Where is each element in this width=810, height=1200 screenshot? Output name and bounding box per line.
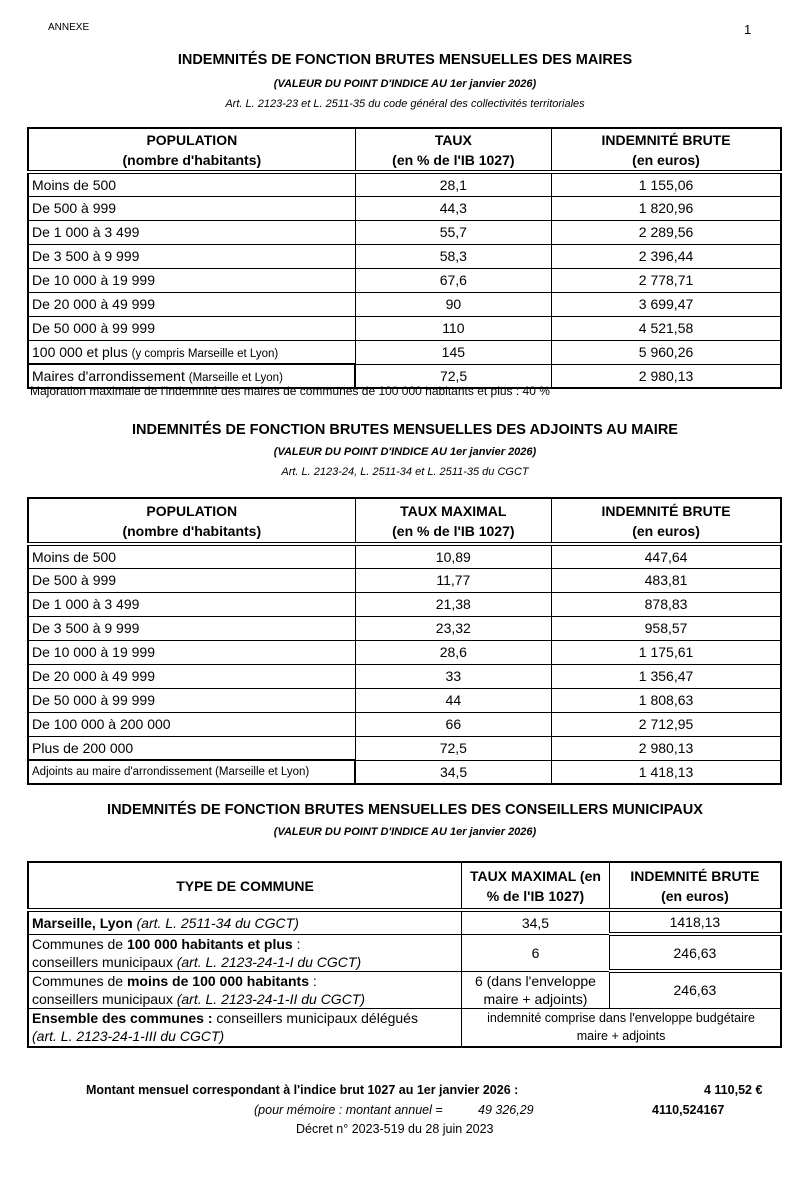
conseillers-title: INDEMNITÉS DE FONCTION BRUTES MENSUELLES DES CONSEILLERS MUNICIPAUX [107,802,703,818]
cell-indemnite: 878,83 [552,592,781,616]
cell-population: De 500 à 999 [28,196,355,220]
col-type-commune: TYPE DE COMMUNE [28,862,462,910]
cell-taux: 23,32 [355,616,552,640]
cell-population: De 50 000 à 99 999 [28,688,355,712]
montant-value: 4 110,52 € [704,1083,763,1097]
table-row [28,244,781,268]
table-row [28,544,781,568]
table-row [28,220,781,244]
cell-population: De 10 000 à 19 999 [28,640,355,664]
cell-population: De 3 500 à 9 999 [28,244,355,268]
table-row [28,664,781,688]
exact-value: 4110,524167 [652,1103,725,1117]
adjoints-table [27,497,782,785]
cell-taux: 28,6 [355,640,552,664]
table-row [28,172,781,196]
cell-indemnite: 1 820,96 [552,196,781,220]
cell-indemnite: 958,57 [552,616,781,640]
cell-taux: 55,7 [355,220,551,244]
maires-title: INDEMNITÉS DE FONCTION BRUTES MENSUELLES DES MAIRES [177,52,633,68]
col-indemnite: INDEMNITÉ BRUTE (en euros) [609,862,781,910]
cell-indemnite: 1 356,47 [552,664,781,688]
col-indemnite: INDEMNITÉ BRUTE (en euros) [552,128,781,172]
table-row [28,268,781,292]
cell-taux: 90 [355,292,551,316]
col-indemnite: INDEMNITÉ BRUTE (en euros) [552,498,781,544]
table-row [28,568,781,592]
cell-population: De 1 000 à 3 499 [28,220,355,244]
cell-indemnite: 1 175,61 [552,640,781,664]
table-row: Ensemble des communes : conseillers municipaux délégués (art. L. 2123-24-1-III du CGCT) indemnité comprise dans l'enveloppe budgétaire maire + adjoints [28,1008,781,1047]
cell-population: Moins de 500 [28,172,355,196]
cell-taux: 58,3 [355,244,551,268]
cell-taux: 66 [355,712,552,736]
table-row: Maires d'arrondissement (Marseille et Lyon) 72,5 2 980,13 [28,364,781,388]
table-row [28,736,781,760]
cell-population: De 3 500 à 9 999 [28,616,355,640]
cell-indemnite: 2 778,71 [552,268,781,292]
col-taux: TAUX MAXIMAL (en % de l'IB 1027) [462,862,610,910]
cell-taux: 72,5 [355,736,552,760]
cell-indemnite: 447,64 [552,544,781,568]
cell-taux: 21,38 [355,592,552,616]
montant-label: Montant mensuel correspondant à l'indice brut 1027 au 1er janvier 2026 : [86,1083,519,1097]
cell-indemnite: 4 521,58 [552,316,781,340]
col-population: POPULATION (nombre d'habitants) [28,498,355,544]
cell-population: De 500 à 999 [28,568,355,592]
cell-indemnite: 483,81 [552,568,781,592]
table-row: 100 000 et plus (y compris Marseille et Lyon) 145 5 960,26 [28,340,781,364]
table-row [28,688,781,712]
cell-taux: 44 [355,688,552,712]
cell-taux: 28,1 [355,172,551,196]
col-taux: TAUX MAXIMAL (en % de l'IB 1027) [355,498,552,544]
cell-taux: 67,6 [355,268,551,292]
cell-taux: 44,3 [355,196,551,220]
memoire-label: (pour mémoire : montant annuel = [254,1103,443,1117]
adjoints-title: INDEMNITÉS DE FONCTION BRUTES MENSUELLES DES ADJOINTS AU MAIRE [132,422,678,438]
cell-population: De 20 000 à 49 999 [28,292,355,316]
cell-population: Plus de 200 000 [28,736,355,760]
conseillers-subtitle: (VALEUR DU POINT D'INDICE AU 1er janvier 2026) [273,826,537,838]
cell-indemnite: 1 155,06 [552,172,781,196]
page-number: 1 [744,22,752,37]
table-row: Communes de 100 000 habitants et plus : conseillers municipaux (art. L. 2123-24-1-I du CGCT) 6 246,63 [28,934,781,971]
maires-article: Art. L. 2123-23 et L. 2511-35 du code général des collectivités territoriales [225,98,585,110]
table-row [28,712,781,736]
cell-population: De 50 000 à 99 999 [28,316,355,340]
cell-population: De 100 000 à 200 000 [28,712,355,736]
cell-indemnite: 2 980,13 [552,736,781,760]
cell-indemnite: 3 699,47 [552,292,781,316]
cell-indemnite: 2 396,44 [552,244,781,268]
cell-taux: 10,89 [355,544,552,568]
cell-indemnite: 1 808,63 [552,688,781,712]
table-row [28,592,781,616]
cell-indemnite: 2 712,95 [552,712,781,736]
cell-taux: 33 [355,664,552,688]
cell-population: De 10 000 à 19 999 [28,268,355,292]
cell-indemnite: 2 289,56 [552,220,781,244]
maires-subtitle: (VALEUR DU POINT D'INDICE AU 1er janvier 2026) [273,78,537,90]
adjoints-article: Art. L. 2123-24, L. 2511-34 et L. 2511-35 du CGCT [281,466,529,478]
table-row [28,196,781,220]
col-population: POPULATION (nombre d'habitants) [28,128,355,172]
cell-taux: 110 [355,316,551,340]
conseillers-table [27,861,782,1048]
table-row: Adjoints au maire d'arrondissement (Marseille et Lyon) 34,5 1 418,13 [28,760,781,784]
decret: Décret n° 2023-519 du 28 juin 2023 [296,1122,494,1136]
maires-footnote: Majoration maximale de l'indemnité des maires de communes de 100 000 habitants et plus : 40 % [30,384,550,398]
cell-population: De 20 000 à 49 999 [28,664,355,688]
cell-taux: 11,77 [355,568,552,592]
cell-population: Moins de 500 [28,544,355,568]
adjoints-subtitle: (VALEUR DU POINT D'INDICE AU 1er janvier 2026) [273,446,537,458]
table-row [28,640,781,664]
table-row [28,616,781,640]
col-taux: TAUX (en % de l'IB 1027) [355,128,551,172]
table-row: Communes de moins de 100 000 habitants : conseillers municipaux (art. L. 2123-24-1-II du CGCT) 6 (dans l'enveloppe maire + adjoints) 246,63 [28,971,781,1008]
cell-population: De 1 000 à 3 499 [28,592,355,616]
annuel-value: 49 326,29 [478,1103,534,1117]
table-row [28,316,781,340]
table-row: Marseille, Lyon (art. L. 2511-34 du CGCT) 34,5 1418,13 [28,910,781,934]
annexe-label: ANNEXE [48,22,90,33]
table-row [28,292,781,316]
maires-table [27,127,782,389]
